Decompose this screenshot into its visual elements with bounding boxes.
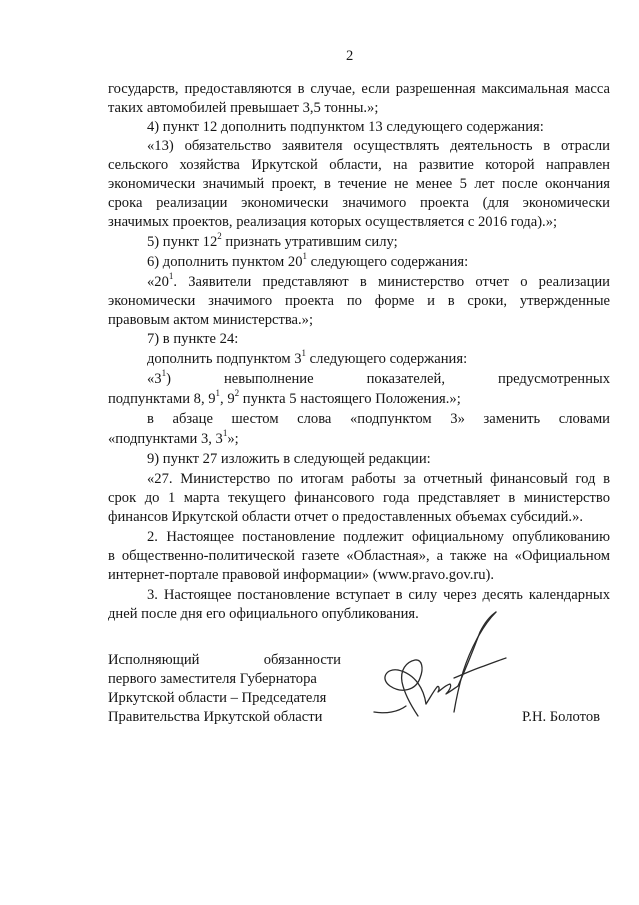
body-line-3: 4) пункт 12 дополнить подпунктом 13 следующего содержания: [147, 119, 544, 135]
signatory-line-2: первого заместителя Губернатора [108, 671, 317, 687]
signatory-name: Р.Н. Болотов [522, 709, 601, 725]
body-line-28: дней после дня его официального опубликования. [108, 606, 419, 622]
body-line-2: таких автомобилей превышает 3,5 тонны.»; [108, 100, 379, 116]
body-line-4: «13) обязательство заявителя осуществлять деятельность в отрасли [147, 138, 610, 154]
handwritten-signature [360, 608, 520, 733]
body-line-11: «$20^1$. Заявители представляют в министерство отчет о реализации [147, 271, 610, 290]
body-line-12: экономически значимого проекта по форме и в сроки, утвержденные [108, 293, 610, 309]
signatory-line-4: Правительства Иркутской области [108, 709, 323, 725]
body-line-27: 3. Настоящее постановление вступает в силу через десять календарных [147, 587, 610, 603]
body-line-22: срок до 1 марта текущего финансового года представляет в министерство [108, 490, 610, 506]
body-line-8: значимых проектов, реализация которых осуществляется с 2016 года).»; [108, 214, 558, 230]
body-line-24: 2. Настоящее постановление подлежит официальному опубликованию [147, 529, 610, 545]
signatory-line-1: Исполняющий обязанности [108, 652, 341, 668]
body-line-15: дополнить подпунктом $3^1$ следующего содержания: [147, 348, 468, 367]
page-number: 2 [346, 48, 354, 64]
body-line-14: 7) в пункте 24: [147, 331, 239, 347]
body-line-18: в абзаце шестом слова «подпунктом 3» заменить словами [147, 411, 610, 427]
body-line-7: срока реализации экономически значимого проекта (для экономически [108, 195, 610, 211]
body-line-13: правовым актом министерства.»; [108, 312, 314, 328]
body-line-19: «подпунктами 3, $3^1$»; [108, 428, 239, 447]
body-line-5: сельского хозяйства Иркутской области, на развитие которой направлен [108, 157, 610, 173]
body-line-6: экономически значимый проект, в течение не менее 5 лет после окончания [108, 176, 610, 192]
body-line-1: государств, предоставляются в случае, если разрешенная максимальная масса [108, 81, 610, 97]
body-line-17: подпунктами 8, $9^1$, $9^2$ пункта 5 настоящего Положения.»; [108, 388, 461, 407]
body-line-26: интернет-портале правовой информации» (www.pravo.gov.ru). [108, 567, 495, 583]
body-line-21: «27. Министерство по итогам работы за отчетный финансовый год в [147, 471, 610, 487]
body-line-23: финансов Иркутской области отчет о предоставленных объемах субсидий.». [108, 509, 584, 525]
signatory-line-3: Иркутской области – Председателя [108, 690, 327, 706]
body-line-16: «$3^1$) невыполнение показателей, предусмотренных [147, 368, 610, 387]
body-line-20: 9) пункт 27 изложить в следующей редакции: [147, 451, 431, 467]
body-line-25: в общественно-политической газете «Областная», а также на «Официальном [108, 548, 610, 564]
body-line-9: 5) пункт $12^2$ признать утратившим силу; [147, 231, 398, 250]
body-line-10: 6) дополнить пунктом $20^1$ следующего содержания: [147, 251, 469, 270]
